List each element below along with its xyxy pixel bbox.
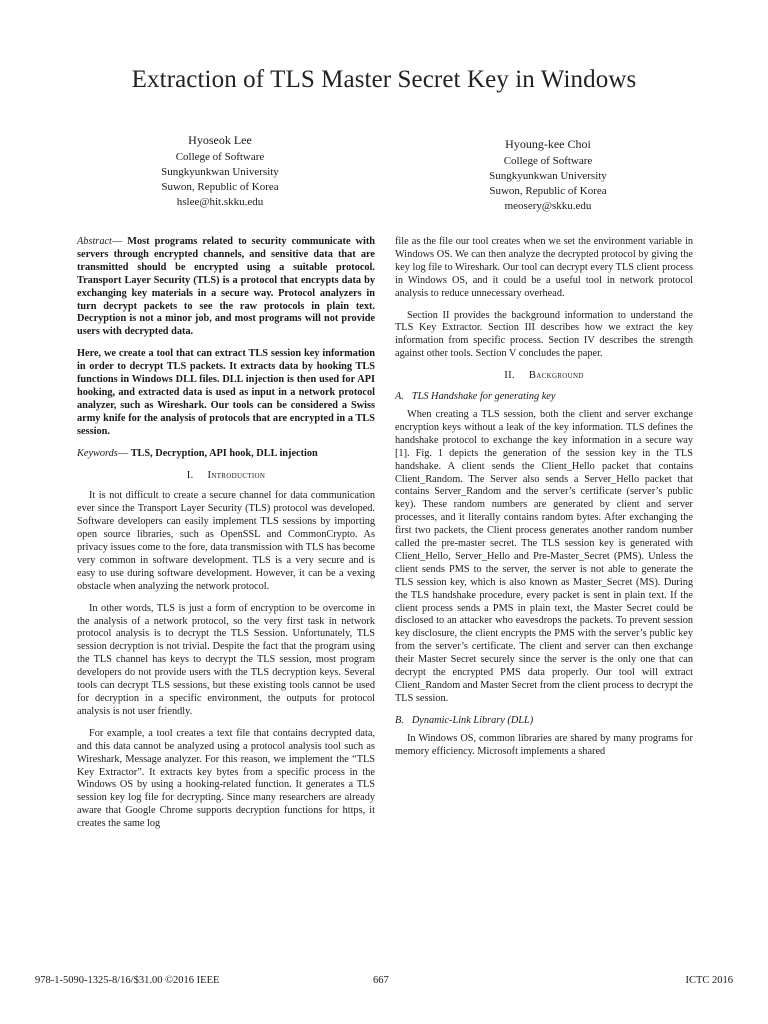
abstract-label: Abstract [77,236,112,247]
abstract-text-1: Most programs related to security communicate with servers through encrypted channels, and sensitive data that are transmitted should be encrypted using a suitable protocol. Transport Layer Security (TLS) is a protocol that encrypts data by exchanging key materials in a secure way. Protocol analyzers in turn decrypt packets to see the raw protocols in plain text. Decryption is not a minor job, and most programs will not provide users with decrypted data. [77,236,376,338]
subsection-label: B. [395,714,404,726]
footer-copyright: 978-1-5090-1325-8/16/$31.00 ©2016 IEEE [35,975,220,986]
keywords-text: TLS, Decryption, API hook, DLL injection [130,447,318,459]
abstract-text-2: Here, we create a tool that can extract TLS session key information in order to decrypt TLS packets. It extracts data by hooking TLS functions in Windows DLL files. DLL injection is then used for API hooking, and extracted data is used as input in a network protocol analyzer, such as Wireshark. Our tools can be considered a Swiss army knife for the analysis of protocols that are encrypted in a TLS session. [77,348,375,437]
background-a-paragraph: When creating a TLS session, both the client and server exchange encryption keys without a leak of the key information. TLS defines the handshake protocol to exchange the key information in a secure way [1]. Fig. 1 depicts the generation of the session key in the TLS handshake. A client sends the Client_Hello packet that contains Client_Random. The Server also sends a Server_Hello packet that contains Server_Random and the server’s certificate (server’s public key). These random numbers are generated by client and server processes, and it literally contains random bytes. After exchanging the first two packets, the Client process generates another random number called the pre-master secret. The TLS session key is generated with Client_Hello, Server_Hello and Pre-Master_Secret (PMS). Unless the client sends PMS to the server, the server is not able to generate the TLS session key, which is also known as Master_Secret (MS). During the TLS handshake procedure, every packet is sent in plain text. If the client process sends a PMS in plain text, the Master Secret could be disclosed to an attacker who eavesdrops the packets. To prevent session key disclosure, the client encrypts the PMS with the server’s public key from the server’s certificate. The client and server can then exchange their Master Secret securely since the server is the only one that can decrypt the encrypted PMS data properly. Our tool will extract Client_Random and Master Secret from the client process to decrypt the TLS session. [395,408,693,704]
section-title: Background [528,370,584,382]
abstract-dash: — [111,236,128,247]
author-email: meosery@skku.edu [504,200,592,212]
section-heading-background [395,370,693,383]
author-dept: College of Software [503,155,593,167]
author-dept: College of Software [175,151,265,163]
keywords-label: Keywords [77,447,118,459]
subsection-heading-a [395,391,693,404]
left-column [77,236,375,840]
subsection-title: TLS Handshake for generating key [411,391,556,403]
section-number: I. [186,469,194,481]
paper-title: Extraction of TLS Master Secret Key in Windows [131,66,637,93]
right-paragraph-1: file as the file our tool creates when we set the environment variable in Windows OS. We can then analyze the decrypted protocol by giving the key log file to Wireshark. Our tool can decrypt every TLS client process in Windows OS, and it could be a useful tool in network protocol analysis to reduce unnecessary overhead. [395,236,693,299]
abstract-paragraph [77,236,375,339]
keywords-dash: — [117,447,131,459]
author-location: Suwon, Republic of Korea [161,181,279,193]
subsection-title: Dynamic-Link Library (DLL) [411,714,534,726]
subsection-heading-b [395,715,693,728]
author-university: Sungkyunkwan University [161,166,279,178]
section-number: II. [504,370,515,382]
footer-conference: ICTC 2016 [685,975,733,986]
footer-page-number: 667 [373,975,389,986]
author-email: hslee@hit.skku.edu [176,196,264,208]
author-block-2 [438,137,658,214]
right-column [395,236,693,768]
intro-paragraph-3: For example, a tool creates a text file that contains decrypted data, and this data cannot be analyzed using a protocol analysis tool such as Wireshark, Message analyzer. For this reason, we implement the “TLS Key Extractor”. It extracts key bytes from a specific process in the Windows OS by using a hooking-related function. It generates a TLS session key log file for decrypting. Since many researchers are already aware that Google Chrome supports decryption functions for https, it creates the same log [77,727,375,830]
background-b-paragraph: In Windows OS, common libraries are shared by many programs for memory efficiency. Microsoft implements a shared [395,732,693,757]
section-title: Introduction [207,469,266,481]
intro-paragraph-2: In other words, TLS is just a form of encryption to be overcome in the analysis of a network protocol, so the very first task in network protocol analysis is to decrypt the TLS Session. Unfortunately, TLS session decryption is not trivial. Despite the fact that the program using the TLS channel has keys to decrypt the TLS session, most program developers do not provide users with the TLS decryption keys. Several tools can decrypt TLS sessions, but these existing tools cannot be used for decryption in a specific environment, the outputs for protocol analysis is not user friendly. [77,602,375,717]
keywords-line [77,448,375,461]
section-heading-introduction [77,470,375,483]
subsection-label: A. [395,391,404,403]
author-name: Hyoseok Lee [188,133,252,147]
intro-paragraph-1: It is not difficult to create a secure channel for data communication ever since the Transport Layer Security (TLS) protocol was developed. Software developers can easily implement TLS sessions by importing open source libraries, such as OpenSSL and CommonCrypto. As privacy issues come to the fore, data transmission with TLS has become very common in software development. TLS is a very secure and is easy to use during software development. However, it can be a vexing obstacle when analyzing the network protocol. [77,490,375,592]
author-name: Hyoung-kee Choi [505,137,591,151]
author-location: Suwon, Republic of Korea [489,185,607,197]
right-paragraph-2: Section II provides the background information to understand the TLS Key Extractor. Section III describes how we extract the key information from specific process. Section IV describes the strength against other tools. Section V concludes the paper. [395,309,693,360]
author-block-1 [110,133,330,210]
abstract-paragraph-2 [77,348,375,438]
author-university: Sungkyunkwan University [489,170,607,182]
